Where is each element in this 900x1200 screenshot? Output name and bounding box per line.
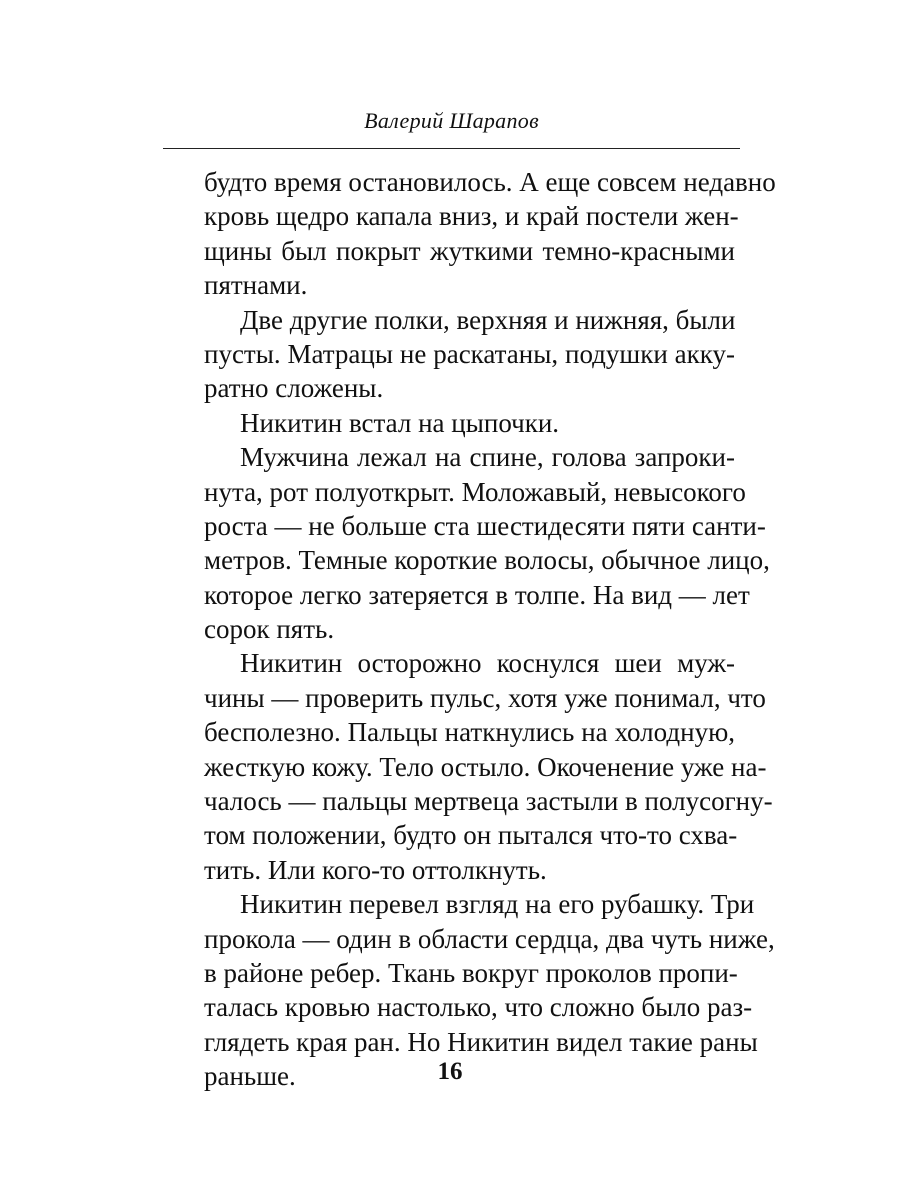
text-line: роста — не больше ста шестидесяти пяти санти- xyxy=(204,510,766,541)
text-line: кровь щедро капала вниз, и край постели жен- xyxy=(204,201,739,232)
text-line: пятнами. xyxy=(204,270,308,301)
text-line: в районе ребер. Ткань вокруг проколов пропи- xyxy=(204,957,738,988)
text-line: щины был покрыт жуткими темно-красными xyxy=(204,235,735,266)
text-line: метров. Темные короткие волосы, обычное лицо, xyxy=(204,545,770,576)
page-number: 16 xyxy=(437,1058,463,1085)
text-line: Никитин встал на цыпочки. xyxy=(240,407,560,438)
text-line: сорок пять. xyxy=(204,614,335,645)
text-line: Никитин осторожно коснулся шеи муж- xyxy=(240,648,735,679)
text-line: жесткую кожу. Тело остыло. Окоченение уже на- xyxy=(204,751,767,782)
text-line: ратно сложены. xyxy=(204,373,384,404)
text-line: раньше. xyxy=(204,1061,296,1092)
text-line: бесполезно. Пальцы наткнулись на холодную, xyxy=(204,717,735,748)
text-line: чалось — пальцы мертвеца застыли в полусогну- xyxy=(204,786,773,817)
paragraph xyxy=(204,440,770,646)
text-line: талась кровью настолько, что сложно было раз- xyxy=(204,992,753,1023)
body-text xyxy=(204,165,776,1094)
text-line: чины — проверить пульс, хотя уже понимал, что xyxy=(204,682,766,713)
text-line: Мужчина лежал на спине, голова запроки- xyxy=(240,442,735,473)
text-line: будто время остановилось. А еще совсем недавно xyxy=(204,167,776,197)
text-line: том положении, будто он пытался что-то схва- xyxy=(204,820,738,851)
paragraph xyxy=(204,406,735,440)
text-line: нута, рот полуоткрыт. Моложавый, невысокого xyxy=(204,476,746,507)
header-rule xyxy=(163,148,740,149)
text-line: Две другие полки, верхняя и нижняя, были xyxy=(240,304,736,335)
paragraph xyxy=(204,646,773,887)
text-line: которое легко затеряется в толпе. На вид — лет xyxy=(204,579,750,610)
text-line: тить. Или кого-то оттолкнуть. xyxy=(204,854,547,885)
text-line: пусты. Матрацы не раскатаны, подушки акку- xyxy=(204,338,735,369)
text-line: Никитин перевел взгляд на его рубашку. Три xyxy=(240,889,755,920)
paragraph xyxy=(204,165,776,303)
running-head: Валерий Шарапов xyxy=(364,108,539,133)
paragraph xyxy=(204,303,735,406)
text-line: глядеть края ран. Но Никитин видел такие раны xyxy=(204,1026,758,1057)
text-line: прокола — один в области сердца, два чуть ниже, xyxy=(204,923,775,954)
